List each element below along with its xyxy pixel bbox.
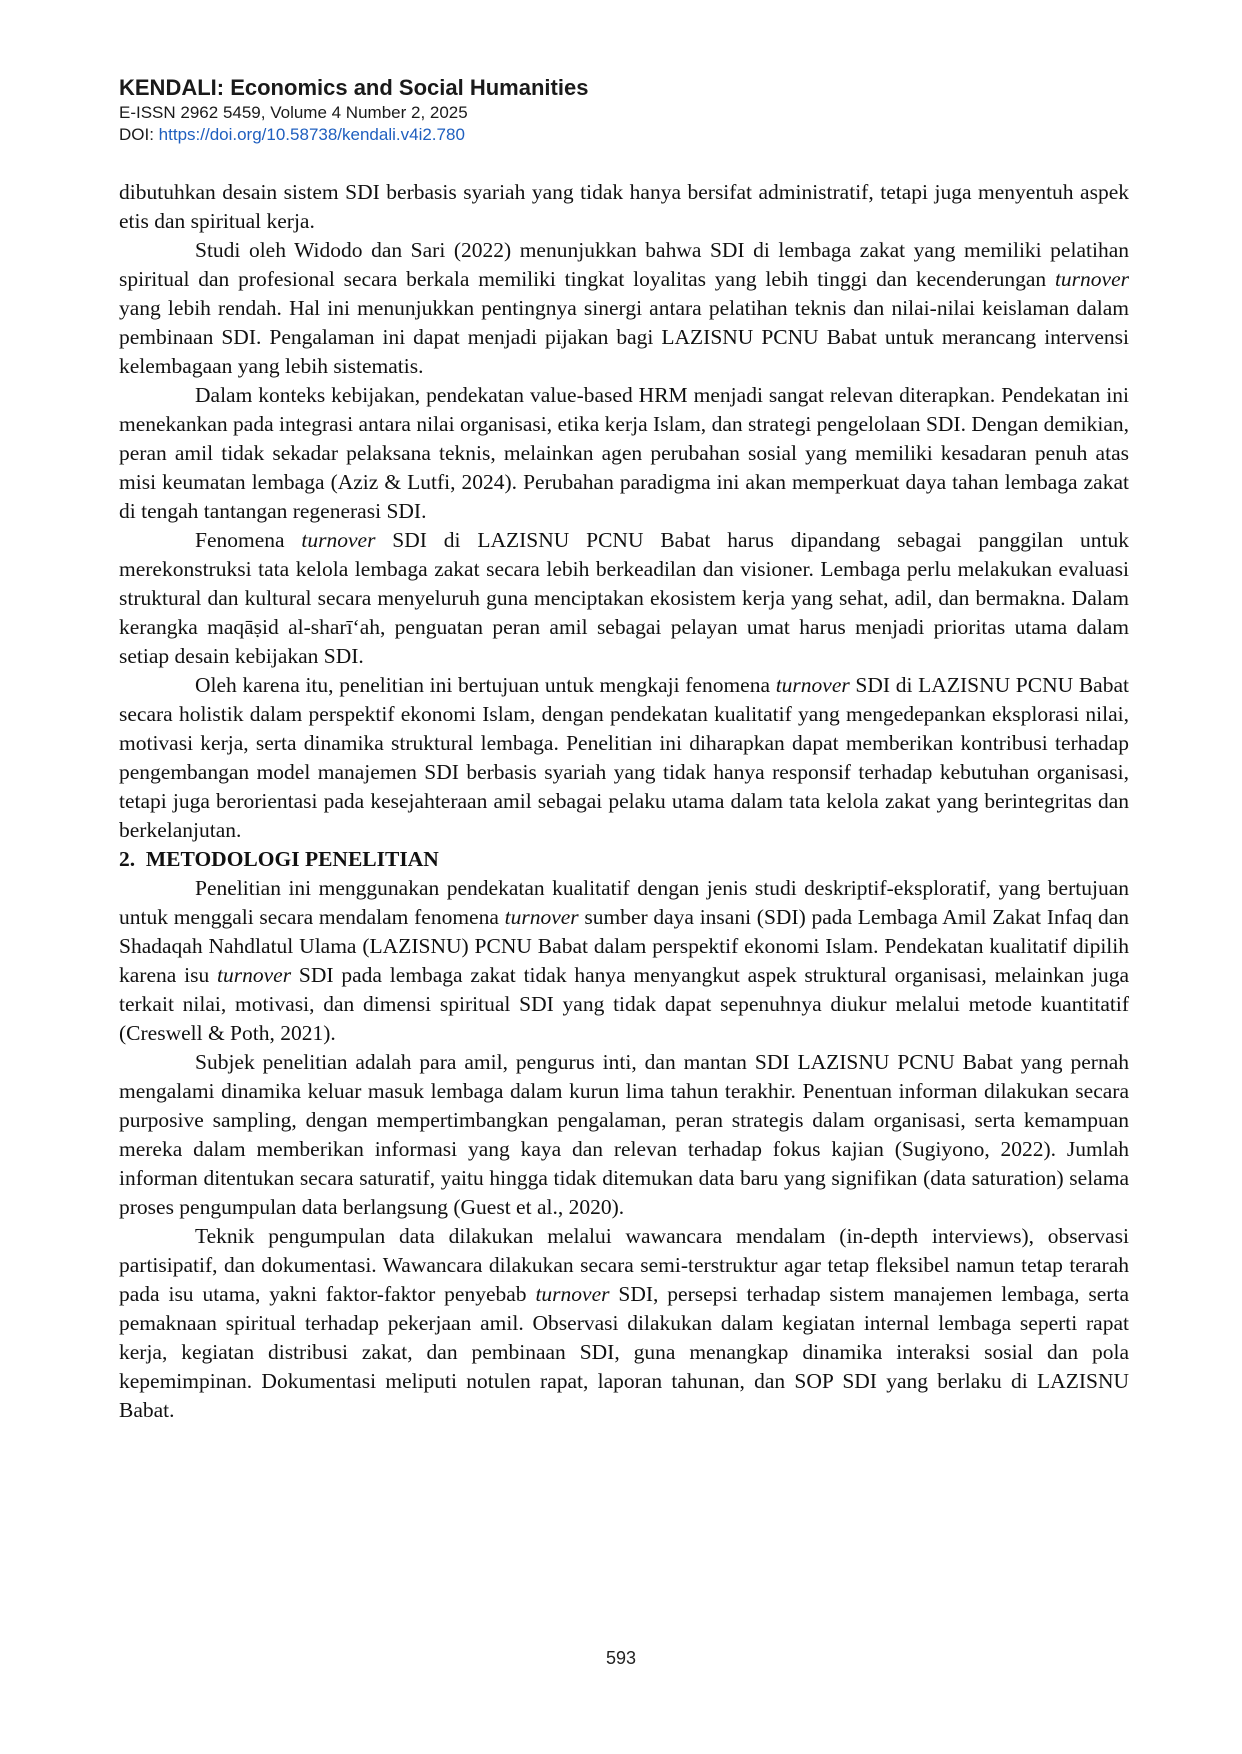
paragraph: Dalam konteks kebijakan, pendekatan value-based HRM menjadi sangat relevan diterapkan. Pendekatan ini menekankan pada integrasi antara nilai organisasi, etika kerja Islam, dan strategi pengelolaan SDI. Dengan demikian, peran amil tidak sekadar pelaksana teknis, melainkan agen perubahan sosial yang memiliki kesadaran penuh atas misi keumatan lembaga (Aziz & Lutfi, 2024). Perubahan paradigma ini akan memperkuat daya tahan lembaga zakat di tengah tantangan regenerasi SDI.: [119, 383, 1129, 523]
doi-link[interactable]: https://doi.org/10.58738/kendali.v4i2.780: [158, 125, 465, 144]
paragraph: Studi oleh Widodo dan Sari (2022) menunjukkan bahwa SDI di lembaga zakat yang memiliki pelatihan spiritual dan profesional secara berkala memiliki tingkat loyalitas yang lebih tinggi dan kecenderungan turnover yang lebih rendah. Hal ini menunjukkan pentingnya sinergi antara pelatihan teknis dan nilai-nilai keislaman dalam pembinaan SDI. Pengalaman ini dapat menjadi pijakan bagi LAZISNU PCNU Babat untuk merancang intervensi kelembagaan yang lebih sistematis.: [119, 238, 1129, 378]
paragraph: Fenomena turnover SDI di LAZISNU PCNU Babat harus dipandang sebagai panggilan untuk merekonstruksi tata kelola lembaga zakat secara lebih berkeadilan dan visioner. Lembaga perlu melakukan evaluasi struktural dan kultural secara menyeluruh guna menciptakan ekosistem kerja yang sehat, adil, dan bermakna. Dalam kerangka maqāṣid al-sharī‘ah, penguatan peran amil sebagai pelayan umat harus menjadi prioritas utama dalam setiap desain kebijakan SDI.: [119, 528, 1130, 668]
paragraph: dibutuhkan desain sistem SDI berbasis syariah yang tidak hanya bersifat administratif, tetapi juga menyentuh aspek etis dan spiritual kerja.: [119, 180, 1129, 233]
paragraph: Teknik pengumpulan data dilakukan melalui wawancara mendalam (in-depth interviews), observasi partisipatif, dan dokumentasi. Wawancara dilakukan secara semi-terstruktur agar tetap fleksibel namun tetap terarah pada isu utama, yakni faktor-faktor penyebab turnover SDI, persepsi terhadap sistem manajemen lembaga, serta pemaknaan spiritual terhadap pekerjaan amil. Observasi dilakukan dalam kegiatan internal lembaga seperti rapat kerja, kegiatan distribusi zakat, dan pembinaan SDI, guna menangkap dinamika interaksi sosial dan pola kepemimpinan. Dokumentasi meliputi notulen rapat, laporan tahunan, dan SOP SDI yang berlaku di LAZISNU Babat.: [119, 1224, 1129, 1422]
paragraph: Oleh karena itu, penelitian ini bertujuan untuk mengkaji fenomena turnover SDI di LAZISNU PCNU Babat secara holistik dalam perspektif ekonomi Islam, dengan pendekatan kualitatif yang mengedepankan eksplorasi nilai, motivasi kerja, serta dinamika struktural lembaga. Penelitian ini diharapkan dapat memberikan kontribusi terhadap pengembangan model manajemen SDI berbasis syariah yang tidak hanya responsif terhadap kebutuhan organisasi, tetapi juga berorientasi pada kesejahteraan amil sebagai pelaku utama dalam tata kelola zakat yang berintegritas dan berkelanjutan.: [119, 673, 1129, 842]
journal-header: [119, 74, 1129, 146]
doi-label: DOI:: [119, 125, 159, 144]
paragraph: Penelitian ini menggunakan pendekatan kualitatif dengan jenis studi deskriptif-eksploratif, yang bertujuan untuk menggali secara mendalam fenomena turnover sumber daya insani (SDI) pada Lembaga Amil Zakat Infaq dan Shadaqah Nahdlatul Ulama (LAZISNU) PCNU Babat dalam perspektif ekonomi Islam. Pendekatan kualitatif dipilih karena isu turnover SDI pada lembaga zakat tidak hanya menyangkut aspek struktural organisasi, melainkan juga terkait nilai, motivasi, dan dimensi spiritual SDI yang tidak dapat sepenuhnya diukur melalui metode kuantitatif (Creswell & Poth, 2021).: [119, 876, 1129, 1045]
page-number: 593: [605, 1648, 637, 1668]
article-body: [119, 178, 1129, 1425]
journal-title: KENDALI: Economics and Social Humanities: [119, 75, 589, 100]
section-heading: 2. METODOLOGI PENELITIAN: [119, 847, 439, 871]
issn-volume-line: E-ISSN 2962 5459, Volume 4 Number 2, 2025: [119, 103, 468, 122]
paragraph: Subjek penelitian adalah para amil, pengurus inti, dan mantan SDI LAZISNU PCNU Babat yang pernah mengalami dinamika keluar masuk lembaga dalam kurun lima tahun terakhir. Penentuan informan dilakukan secara purposive sampling, dengan mempertimbangkan pengalaman, peran strategis dalam organisasi, serta kemampuan mereka dalam memberikan informasi yang kaya dan relevan terhadap fokus kajian (Sugiyono, 2022). Jumlah informan ditentukan secara saturatif, yaitu hingga tidak ditemukan data baru yang signifikan (data saturation) selama proses pengumpulan data berlangsung (Guest et al., 2020).: [119, 1050, 1129, 1219]
doi-line: [119, 124, 1129, 146]
